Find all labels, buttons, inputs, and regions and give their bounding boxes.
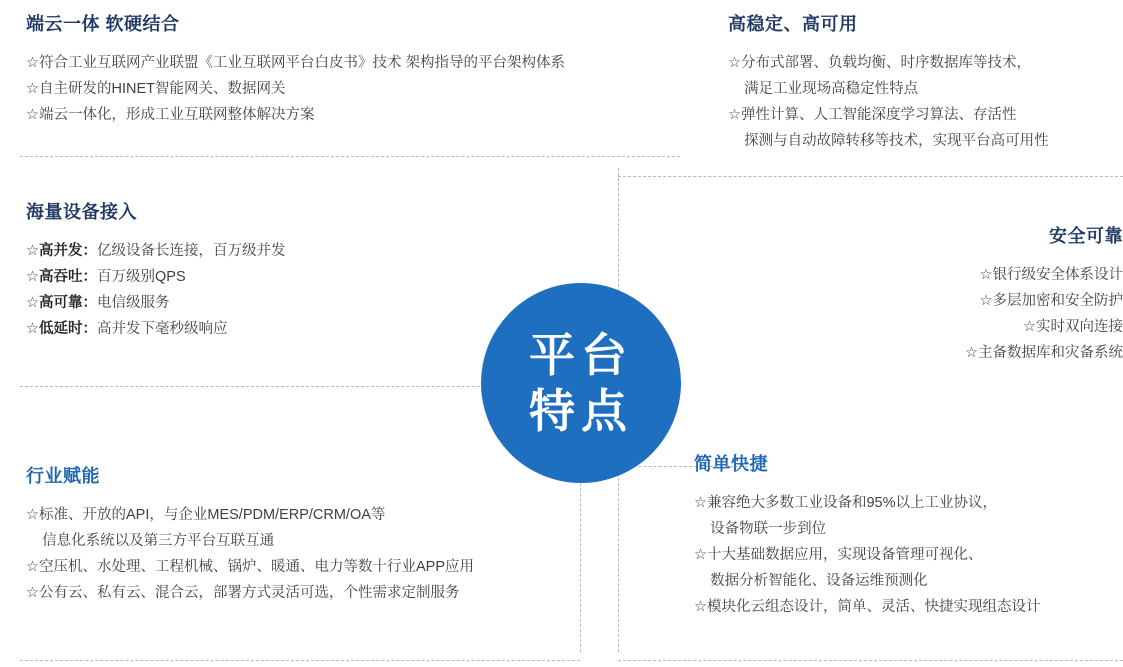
divider-bottom-left [20, 660, 580, 661]
divider-vertical-right-lower [618, 458, 619, 652]
panel-line: ☆高可靠：电信级服务 [26, 295, 170, 311]
divider-top-right [618, 176, 1123, 177]
panel-line: ☆弹性计算、人工智能深度学习算法、存活性 [728, 107, 1017, 123]
panel-line: ☆高吞吐：百万级别QPS [26, 269, 186, 285]
panel-line: 数据分析智能化、设备运维预测化 [694, 573, 928, 589]
panel-line: 满足工业现场高稳定性特点 [728, 81, 919, 97]
panel-title-duanyun: 端云一体 软硬结合 [26, 14, 180, 34]
panel-line: ☆空压机、水处理、工程机械、锅炉、暖通、电力等数十行业APP应用 [26, 559, 475, 575]
panel-line: 设备物联一步到位 [694, 521, 827, 537]
panel-line: ☆实时双向连接 [1023, 319, 1123, 335]
center-line-2: 特点 [529, 385, 633, 437]
panel-line: ☆主备数据库和灾备系统 [965, 345, 1123, 361]
panel-gaowending-gaokeyong [728, 10, 1123, 154]
panel-line: ☆模块化云组态设计，简单、灵活、快捷实现组态设计 [694, 599, 1041, 615]
panel-line: ☆自主研发的HINET智能网关、数据网关 [26, 81, 286, 97]
panel-hangye-funeng [26, 462, 581, 606]
panel-line: ☆多层加密和安全防护 [979, 293, 1123, 309]
panel-line: ☆银行级安全体系设计 [979, 267, 1123, 283]
panel-title-gaowending: 高稳定、高可用 [728, 14, 858, 34]
panel-hailiang-shebei [26, 198, 566, 342]
center-circle-platform-features [481, 283, 681, 483]
panel-line: ☆公有云、私有云、混合云，部署方式灵活可选，个性需求定制服务 [26, 585, 460, 601]
divider-bottom-right [618, 660, 1123, 661]
panel-line: ☆标准、开放的API，与企业MES/PDM/ERP/CRM/OA等 [26, 507, 386, 523]
panel-title-jiandan: 简单快捷 [694, 454, 768, 474]
panel-jiandan-kuaijie [694, 450, 1123, 620]
panel-title-hangye: 行业赋能 [26, 466, 100, 486]
panel-title-hailiang: 海量设备接入 [26, 202, 137, 222]
panel-line: ☆兼容绝大多数工业设备和95%以上工业协议， [694, 495, 998, 511]
panel-line: ☆低延时：高并发下毫秒级响应 [26, 321, 228, 337]
panel-line: 信息化系统以及第三方平台互联互通 [26, 533, 275, 549]
panel-line: ☆高并发：亿级设备长连接，百万级并发 [26, 243, 286, 259]
divider-top-left [20, 156, 680, 157]
panel-line: ☆端云一体化，形成工业互联网整体解决方案 [26, 107, 315, 123]
panel-title-anquan: 安全可靠 [1049, 226, 1123, 246]
center-line-1: 平台 [529, 329, 633, 381]
panel-line: ☆十大基础数据应用，实现设备管理可视化、 [694, 547, 983, 563]
panel-line: 探测与自动故障转移等技术，实现平台高可用性 [728, 133, 1049, 149]
panel-anquan-kekao [800, 222, 1123, 366]
panel-line: ☆分布式部署、负载均衡、时序数据库等技术， [728, 55, 1031, 71]
panel-line: ☆符合工业互联网产业联盟《工业互联网平台白皮书》技术 架构指导的平台架构体系 [26, 55, 566, 71]
panel-duanyun-yiti [26, 10, 686, 128]
